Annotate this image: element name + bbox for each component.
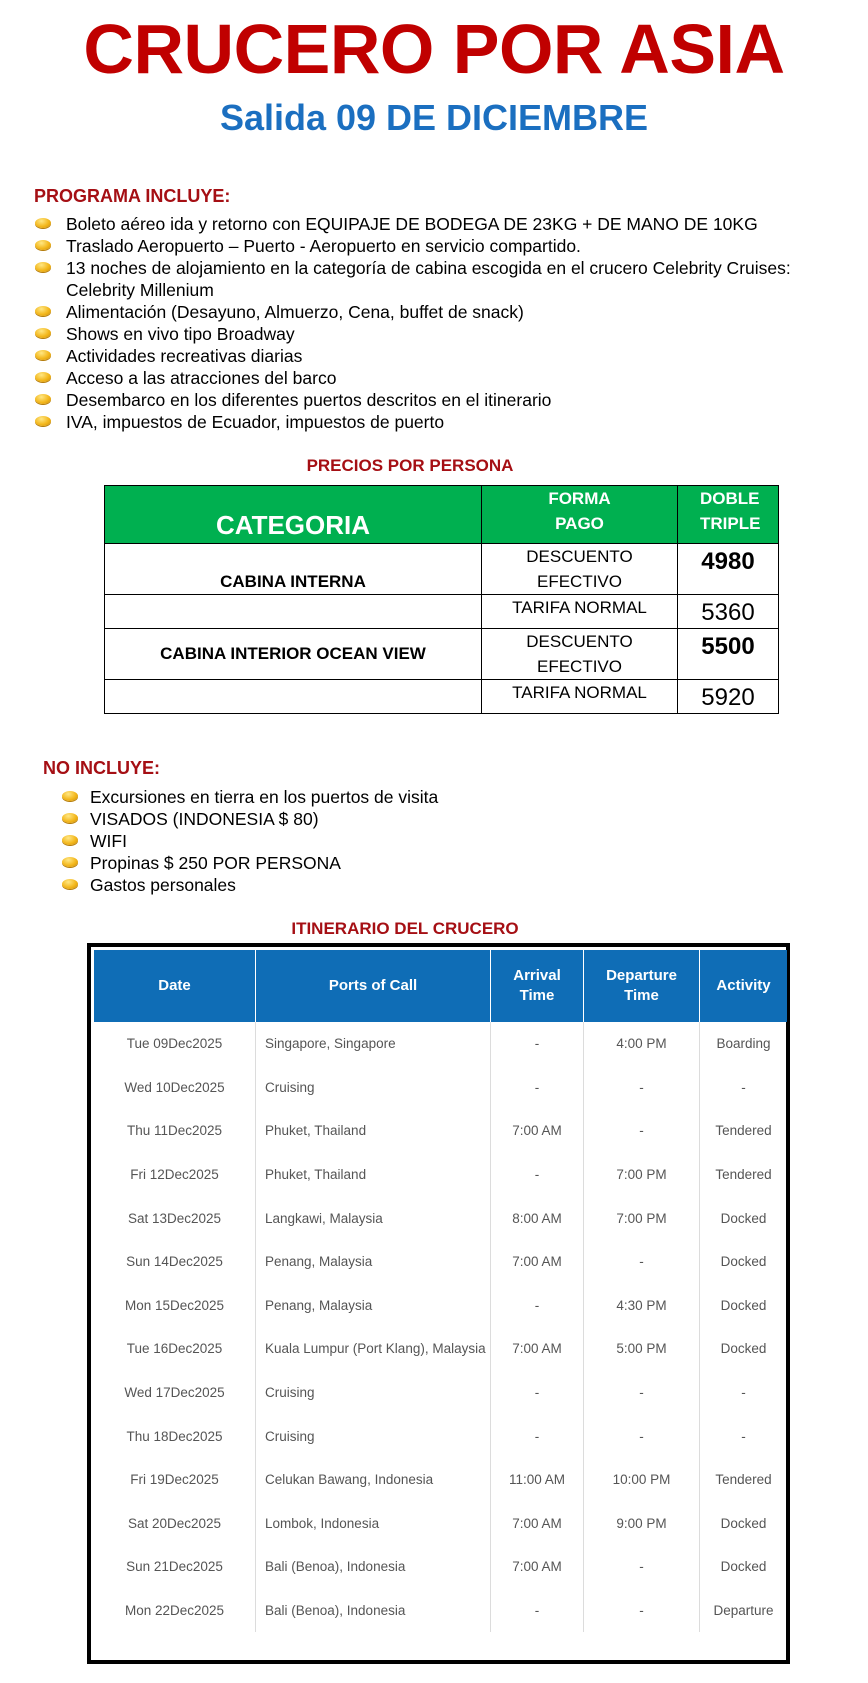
yellow-bullet-icon — [35, 350, 51, 360]
price-cell: 5500 — [678, 629, 779, 680]
itinerary-arrival-cell: - — [491, 1414, 584, 1458]
itinerary-activity-cell: - — [741, 1385, 746, 1401]
column-header-activity: Activity — [716, 977, 771, 994]
itinerary-departure-cell: 4:00 PM — [584, 1022, 700, 1066]
itinerary-port-cell: Bali (Benoa), Indonesia — [256, 1545, 491, 1589]
payment-text: TARIFA NORMAL — [512, 683, 647, 702]
itinerary-heading: ITINERARIO DEL CRUCERO — [291, 919, 519, 938]
list-item — [35, 323, 850, 345]
list-item-text: 13 noches de alojamiento en la categoría de cabina escogida en el crucero Celebrity Cruises: Celebrity Millenium — [66, 258, 791, 300]
itinerary-rows — [94, 1022, 787, 1632]
itinerary-departure-cell: 10:00 PM — [584, 1458, 700, 1502]
yellow-bullet-icon — [35, 372, 51, 382]
itinerary-departure-cell: - — [584, 1545, 700, 1589]
payment-text: DESCUENTO — [526, 632, 633, 651]
list-item-text: Shows en vivo tipo Broadway — [66, 324, 295, 344]
prices-heading: PRECIOS POR PERSONA — [306, 456, 514, 475]
itinerary-arrival-cell: 11:00 AM — [491, 1458, 584, 1502]
itinerary-activity-cell: Docked — [720, 1297, 767, 1313]
list-item — [62, 874, 762, 896]
itinerary-activity-cell: Docked — [720, 1341, 767, 1357]
itinerary-port-cell: Phuket, Thailand — [256, 1153, 491, 1197]
itinerary-port-cell: Lombok, Indonesia — [256, 1502, 491, 1546]
itinerary-arrival-cell: 7:00 AM — [491, 1327, 584, 1371]
itinerary-date-cell: Sat 20Dec2025 — [94, 1502, 256, 1546]
table-row — [94, 1240, 787, 1284]
table-row — [94, 1414, 787, 1458]
itinerary-departure-cell: 5:00 PM — [584, 1327, 700, 1371]
yellow-bullet-icon — [35, 218, 51, 228]
column-header-ports: Ports of Call — [256, 950, 491, 1022]
itinerary-date-cell: Wed 17Dec2025 — [94, 1371, 256, 1415]
table-row — [94, 1371, 787, 1415]
list-item — [35, 213, 850, 235]
itinerary-date-cell: Thu 11Dec2025 — [94, 1109, 256, 1153]
list-item — [35, 367, 850, 389]
yellow-bullet-icon — [62, 813, 78, 823]
table-row — [94, 1327, 787, 1371]
itinerary-header — [94, 950, 787, 1022]
column-header-doble-triple — [678, 486, 779, 544]
itinerary-arrival-cell: - — [491, 1066, 584, 1110]
list-item-text: Acceso a las atracciones del barco — [66, 368, 337, 388]
itinerary-departure-cell: - — [584, 1066, 700, 1110]
list-item — [35, 235, 850, 257]
price-cell: 5920 — [678, 680, 779, 714]
itinerary-date-cell: Fri 19Dec2025 — [94, 1458, 256, 1502]
itinerary-arrival-cell: 7:00 AM — [491, 1502, 584, 1546]
list-item — [35, 345, 850, 367]
list-item-text: Desembarco en los diferentes puertos descritos en el itinerario — [66, 390, 552, 410]
itinerary-departure-cell: - — [584, 1371, 700, 1415]
itinerary-activity-cell: Docked — [720, 1559, 767, 1575]
payment-cell — [482, 629, 678, 680]
includes-list — [35, 213, 850, 433]
table-row — [94, 1458, 787, 1502]
table-row — [94, 1066, 787, 1110]
yellow-bullet-icon — [35, 394, 51, 404]
payment-text: TARIFA NORMAL — [512, 598, 647, 617]
yellow-bullet-icon — [35, 328, 51, 338]
itinerary-activity-cell: Docked — [720, 1515, 767, 1531]
itinerary-port-cell: Celukan Bawang, Indonesia — [256, 1458, 491, 1502]
itinerary-activity-cell: Boarding — [716, 1036, 771, 1052]
column-header-text: FORMA — [548, 489, 611, 508]
column-header-text: PAGO — [555, 514, 604, 533]
list-item — [62, 852, 762, 874]
payment-cell — [482, 680, 678, 714]
column-header-text: DOBLE — [700, 489, 760, 508]
itinerary-date-cell: Tue 09Dec2025 — [94, 1022, 256, 1066]
itinerary-date-cell: Wed 10Dec2025 — [94, 1066, 256, 1110]
price-cell: 5360 — [678, 595, 779, 629]
table-row — [94, 1545, 787, 1589]
itinerary-departure-cell: 9:00 PM — [584, 1502, 700, 1546]
itinerary-date-cell: Mon 22Dec2025 — [94, 1589, 256, 1633]
itinerary-activity-cell: Tendered — [715, 1472, 772, 1488]
itinerary-departure-cell: - — [584, 1240, 700, 1284]
itinerary-activity-cell: - — [741, 1079, 746, 1095]
yellow-bullet-icon — [35, 262, 51, 272]
list-item — [62, 830, 762, 852]
price-table-header — [105, 486, 779, 544]
list-item-text: Alimentación (Desayuno, Almuerzo, Cena, buffet de snack) — [66, 302, 524, 322]
table-row — [105, 544, 779, 595]
column-header-text: Arrival — [513, 967, 561, 984]
payment-text: EFECTIVO — [536, 657, 622, 676]
list-item-text: WIFI — [90, 831, 127, 851]
list-item — [35, 257, 850, 301]
itinerary-date-cell: Sun 21Dec2025 — [94, 1545, 256, 1589]
itinerary-activity-cell: Tendered — [715, 1123, 772, 1139]
list-item — [62, 808, 762, 830]
itinerary-arrival-cell: - — [491, 1284, 584, 1328]
column-header-text: Time — [624, 987, 659, 1004]
list-item-text: VISADOS (INDONESIA $ 80) — [90, 809, 319, 829]
table-row — [94, 1109, 787, 1153]
list-item-text: Gastos personales — [90, 875, 236, 895]
payment-cell — [482, 544, 678, 595]
itinerary-port-cell: Langkawi, Malaysia — [256, 1196, 491, 1240]
itinerary-port-cell: Kuala Lumpur (Port Klang), Malaysia — [256, 1327, 491, 1371]
table-row — [105, 595, 779, 629]
itinerary-activity-cell: Docked — [720, 1254, 767, 1270]
category-cell — [105, 680, 482, 714]
list-item-text: Boleto aéreo ida y retorno con EQUIPAJE DE BODEGA DE 23KG + DE MANO DE 10KG — [66, 214, 758, 234]
itinerary-port-cell: Singapore, Singapore — [256, 1022, 491, 1066]
payment-text: EFECTIVO — [536, 572, 622, 591]
list-item — [62, 786, 762, 808]
category-cell: CABINA INTERNA — [105, 544, 482, 595]
itinerary-arrival-cell: - — [491, 1589, 584, 1633]
payment-cell — [482, 595, 678, 629]
excludes-list — [62, 786, 762, 896]
itinerary-arrival-cell: 7:00 AM — [491, 1109, 584, 1153]
itinerary-departure-cell: - — [584, 1589, 700, 1633]
itinerary-port-cell: Cruising — [256, 1066, 491, 1110]
table-row — [94, 1022, 787, 1066]
itinerary-departure-cell: - — [584, 1414, 700, 1458]
table-row — [94, 1196, 787, 1240]
price-cell: 4980 — [678, 544, 779, 595]
itinerary-date-cell: Tue 16Dec2025 — [94, 1327, 256, 1371]
yellow-bullet-icon — [35, 416, 51, 426]
table-row — [105, 680, 779, 714]
list-item — [35, 301, 850, 323]
list-item-text: Excursiones en tierra en los puertos de visita — [90, 787, 439, 807]
yellow-bullet-icon — [62, 791, 78, 801]
yellow-bullet-icon — [35, 306, 51, 316]
itinerary-departure-cell: 4:30 PM — [584, 1284, 700, 1328]
price-table — [104, 485, 779, 714]
list-item-text: Traslado Aeropuerto – Puerto - Aeropuerto en servicio compartido. — [66, 236, 581, 256]
page-subtitle: Salida 09 DE DICIEMBRE — [219, 97, 649, 138]
table-row — [94, 1502, 787, 1546]
column-header-category: CATEGORIA — [105, 486, 482, 544]
column-header-departure — [584, 950, 700, 1022]
itinerary-arrival-cell: 7:00 AM — [491, 1545, 584, 1589]
itinerary-port-cell: Penang, Malaysia — [256, 1284, 491, 1328]
itinerary-departure-cell: - — [584, 1109, 700, 1153]
category-cell — [105, 595, 482, 629]
itinerary-port-cell: Bali (Benoa), Indonesia — [256, 1589, 491, 1633]
yellow-bullet-icon — [62, 879, 78, 889]
yellow-bullet-icon — [62, 835, 78, 845]
column-header-text: Time — [519, 987, 555, 1004]
table-row — [94, 1589, 787, 1633]
column-header-forma-pago — [482, 486, 678, 544]
itinerary-arrival-cell: - — [491, 1153, 584, 1197]
itinerary-activity-cell: Tendered — [715, 1167, 772, 1183]
column-header-arrival — [491, 950, 584, 1022]
itinerary-table — [87, 943, 790, 1664]
column-header-date: Date — [94, 950, 256, 1022]
table-row — [94, 1284, 787, 1328]
itinerary-date-cell: Mon 15Dec2025 — [94, 1284, 256, 1328]
itinerary-port-cell: Penang, Malaysia — [256, 1240, 491, 1284]
itinerary-port-cell: Cruising — [256, 1371, 491, 1415]
table-row — [105, 629, 779, 680]
yellow-bullet-icon — [35, 240, 51, 250]
payment-text: DESCUENTO — [526, 547, 633, 566]
itinerary-arrival-cell: 7:00 AM — [491, 1240, 584, 1284]
itinerary-departure-cell: 7:00 PM — [584, 1196, 700, 1240]
itinerary-activity-cell: Departure — [713, 1603, 774, 1619]
list-item — [35, 389, 850, 411]
itinerary-arrival-cell: 8:00 AM — [491, 1196, 584, 1240]
itinerary-activity-cell: - — [741, 1428, 746, 1444]
excludes-heading: NO INCLUYE: — [43, 758, 160, 778]
itinerary-date-cell: Sat 13Dec2025 — [94, 1196, 256, 1240]
itinerary-port-cell: Phuket, Thailand — [256, 1109, 491, 1153]
list-item — [35, 411, 850, 433]
itinerary-departure-cell: 7:00 PM — [584, 1153, 700, 1197]
table-row — [94, 1153, 787, 1197]
itinerary-date-cell: Fri 12Dec2025 — [94, 1153, 256, 1197]
list-item-text: Propinas $ 250 POR PERSONA — [90, 853, 341, 873]
itinerary-arrival-cell: - — [491, 1371, 584, 1415]
list-item-text: Actividades recreativas diarias — [66, 346, 303, 366]
list-item-text: IVA, impuestos de Ecuador, impuestos de puerto — [66, 412, 445, 432]
category-cell: CABINA INTERIOR OCEAN VIEW — [105, 629, 482, 680]
itinerary-date-cell: Sun 14Dec2025 — [94, 1240, 256, 1284]
itinerary-date-cell: Thu 18Dec2025 — [94, 1414, 256, 1458]
itinerary-port-cell: Cruising — [256, 1414, 491, 1458]
column-header-text: Departure — [606, 967, 677, 984]
page-title: CRUCERO POR ASIA — [83, 10, 785, 88]
itinerary-arrival-cell: - — [491, 1022, 584, 1066]
includes-heading: PROGRAMA INCLUYE: — [34, 186, 231, 206]
yellow-bullet-icon — [62, 857, 78, 867]
itinerary-activity-cell: Docked — [720, 1210, 767, 1226]
column-header-text: TRIPLE — [700, 514, 761, 533]
